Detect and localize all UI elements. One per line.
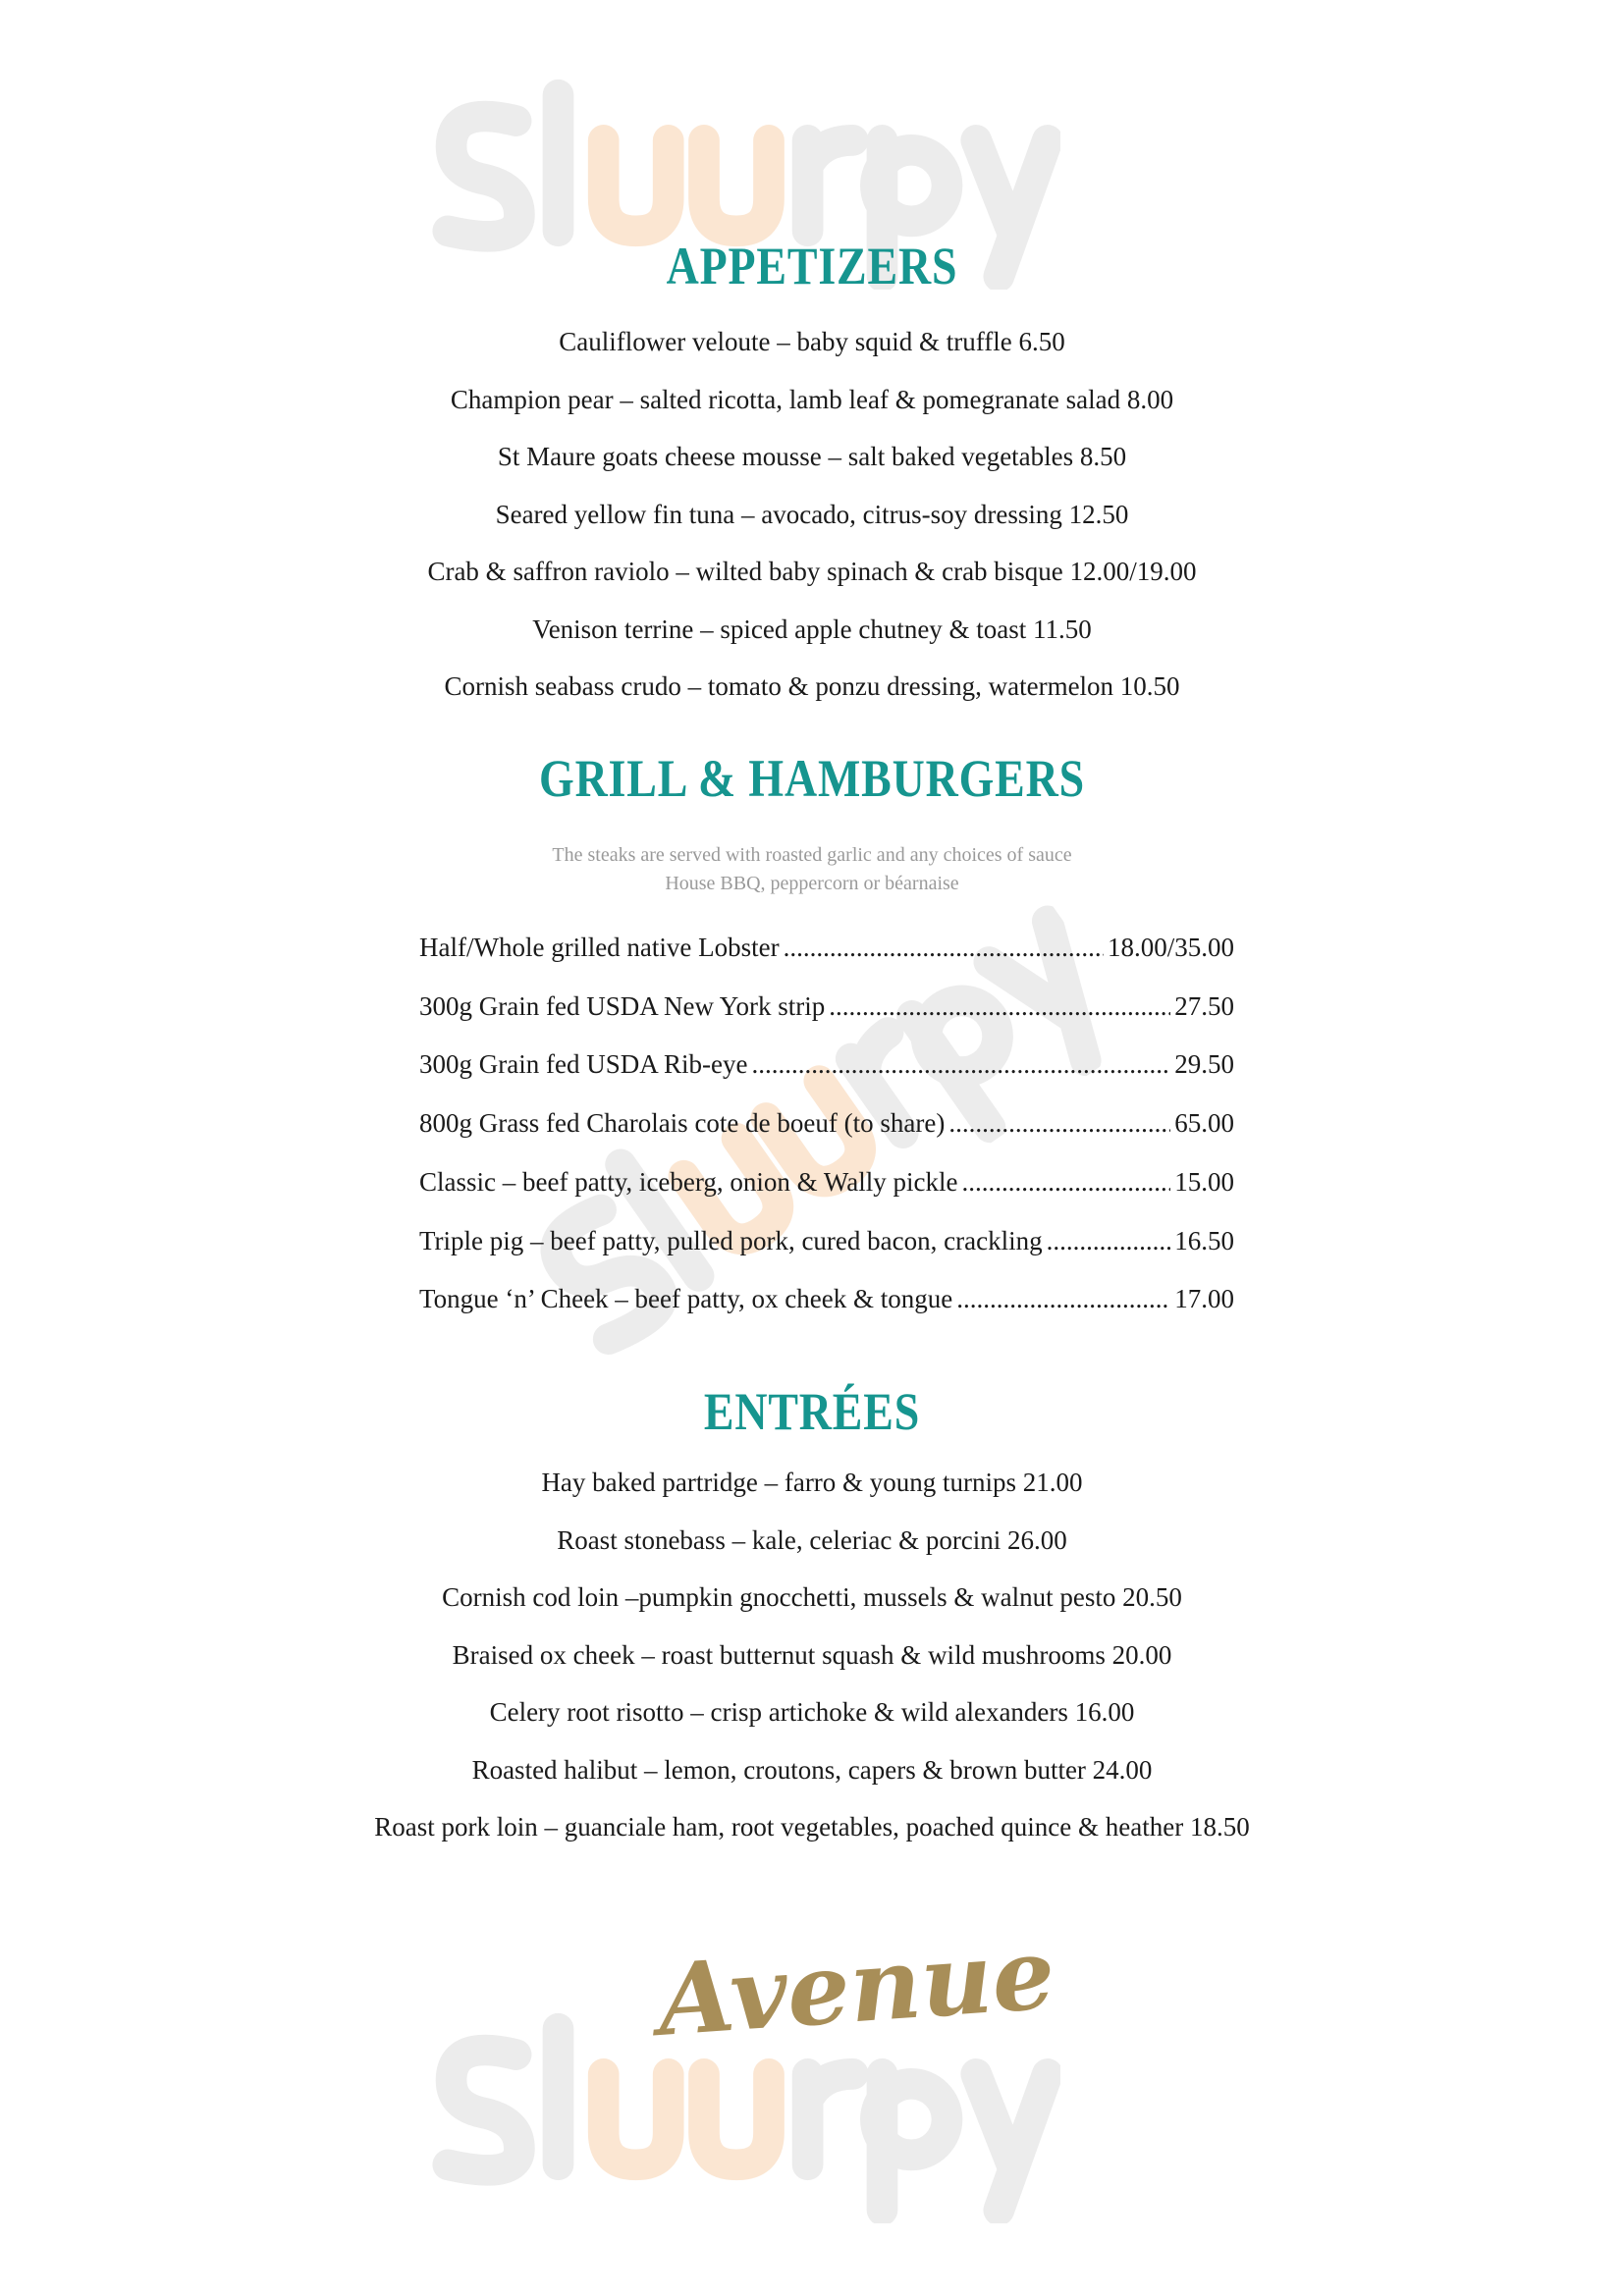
entrees-heading: ENTRÉES <box>703 1382 921 1441</box>
menu-item <box>419 1049 1234 1080</box>
menu-item: Venison terrine – spiced apple chutney & toast 11.50 <box>532 614 1092 644</box>
avenue-logo: Avenue <box>654 1915 1058 2058</box>
menu-item: Celery root risotto – crisp artichoke & wild alexanders 16.00 <box>489 1697 1135 1727</box>
leader-dots <box>784 933 1104 963</box>
menu-item: St Maure goats cheese mousse – salt baked vegetables 8.50 <box>497 442 1127 471</box>
leader-dots <box>829 991 1170 1022</box>
menu-item <box>419 1108 1234 1139</box>
menu-item <box>419 1167 1234 1198</box>
grill-note: The steaks are served with roasted garlic and any choices of sauce <box>552 844 1072 866</box>
menu-item <box>419 1284 1234 1314</box>
grill-note: House BBQ, peppercorn or béarnaise <box>665 873 959 894</box>
menu-item <box>419 991 1234 1022</box>
leader-dots <box>956 1284 1170 1314</box>
menu-item: Roast pork loin – guanciale ham, root vegetables, poached quince & heather 18.50 <box>374 1812 1250 1842</box>
menu-item: Cornish cod loin –pumpkin gnocchetti, mussels & walnut pesto 20.50 <box>442 1582 1182 1612</box>
item-name: 300g Grain fed USDA New York strip <box>419 990 826 1021</box>
item-price: 18.00/35.00 <box>1107 933 1234 962</box>
leader-dots <box>961 1167 1170 1198</box>
item-name: Classic – beef patty, iceberg, onion & Wally pickle <box>419 1166 958 1197</box>
item-name: 800g Grass fed Charolais cote de boeuf (to share) <box>419 1108 946 1139</box>
menu-item: Roast stonebass – kale, celeriac & porcini 26.00 <box>557 1524 1067 1555</box>
leader-dots <box>1047 1226 1171 1256</box>
item-price: 17.00 <box>1174 1284 1234 1314</box>
grill-heading: GRILL & HAMBURGERS <box>539 749 1085 808</box>
item-name: Half/Whole grilled native Lobster <box>419 933 780 962</box>
leader-dots <box>948 1108 1170 1139</box>
item-price: 65.00 <box>1174 1108 1234 1139</box>
menu-item: Hay baked partridge – farro & young turnips 21.00 <box>541 1468 1083 1497</box>
appetizers-heading: APPETIZERS <box>666 237 958 295</box>
menu-item: Champion pear – salted ricotta, lamb leaf & pomegranate salad 8.00 <box>450 384 1174 414</box>
menu-item: Crab & saffron raviolo – wilted baby spinach & crab bisque 12.00/19.00 <box>427 557 1197 586</box>
menu-item: Cornish seabass crudo – tomato & ponzu dressing, watermelon 10.50 <box>444 671 1180 701</box>
menu-item <box>419 933 1234 963</box>
menu-item: Roasted halibut – lemon, croutons, capers & brown butter 24.00 <box>471 1754 1153 1785</box>
item-price: 27.50 <box>1174 990 1234 1021</box>
menu-item: Cauliflower veloute – baby squid & truffle 6.50 <box>559 327 1065 356</box>
leader-dots <box>751 1049 1170 1080</box>
item-name: 300g Grain fed USDA Rib-eye <box>419 1049 748 1080</box>
item-price: 15.00 <box>1174 1166 1234 1197</box>
menu-item <box>419 1226 1234 1256</box>
item-name: Triple pig – beef patty, pulled pork, cured bacon, crackling <box>419 1225 1043 1255</box>
item-price: 16.50 <box>1174 1225 1234 1255</box>
item-price: 29.50 <box>1174 1049 1234 1080</box>
item-name: Tongue ‘n’ Cheek – beef patty, ox cheek & tongue <box>419 1284 953 1314</box>
menu-item: Braised ox cheek – roast butternut squash & wild mushrooms 20.00 <box>452 1639 1172 1670</box>
menu-item: Seared yellow fin tuna – avocado, citrus-soy dressing 12.50 <box>495 499 1129 529</box>
